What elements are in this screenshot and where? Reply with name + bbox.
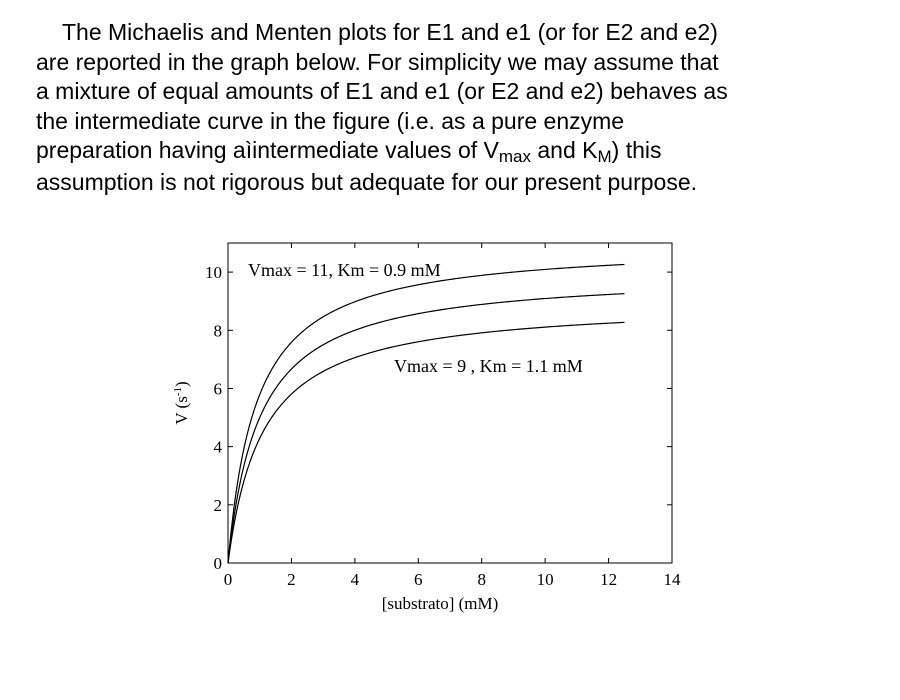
x-axis-label: [substrato] (mM) [381,594,499,613]
vmax-subscript: max [498,147,531,166]
y-tick-label: 6 [213,379,222,399]
intro-line: assumption is not rigorous but adequate for our present purpose. [36,168,698,195]
y-tick-label: 2 [213,495,222,515]
curves [228,264,624,563]
annotation-top-curve: Vmax = 11, Km = 0.9 mM [248,260,441,280]
x-tick-label: 10 [536,570,554,589]
michaelis-menten-curve [228,294,624,563]
intro-text: preparation having a [36,137,246,163]
intro-line: are reported in the graph below. For simplicity we may assume that [36,48,719,75]
x-tick-label: 6 [414,570,423,589]
y-tick-label: 8 [213,321,222,341]
annotation-bottom-curve: Vmax = 9 , Km = 1.1 mM [394,356,583,376]
km-subscript: M [597,147,612,166]
intro-text: and K [530,137,598,163]
intro-text: intermediate values of V [252,137,499,163]
intro-line: preparation having aìintermediate values of Vmax and KM) this [36,137,662,166]
intro-text: ) this [611,137,662,163]
x-tick-label: 4 [350,570,360,589]
x-tick-label: 2 [287,570,296,589]
x-tick-label: 14 [663,570,681,589]
plot-frame [228,243,672,563]
intro-line: a mixture of equal amounts of E1 and e1 (or E2 and e2) behaves as [36,78,728,104]
y-tick-label: 0 [213,554,222,573]
y-tick-label: 10 [205,263,222,283]
michaelis-menten-curve [228,264,624,563]
x-tick-label: 12 [600,570,618,589]
y-tick-label: 4 [213,437,222,457]
intro-line: The Michaelis and Menten plots for E1 and e1 (or for E2 and e2) [62,19,718,45]
x-tick-label: 0 [223,570,233,589]
y-axis-label: V $(s^{-1})$ [172,381,191,425]
intro-line: the intermediate curve in the figure (i.e. as a pure enzyme [36,107,625,134]
x-tick-label: 8 [477,570,486,589]
